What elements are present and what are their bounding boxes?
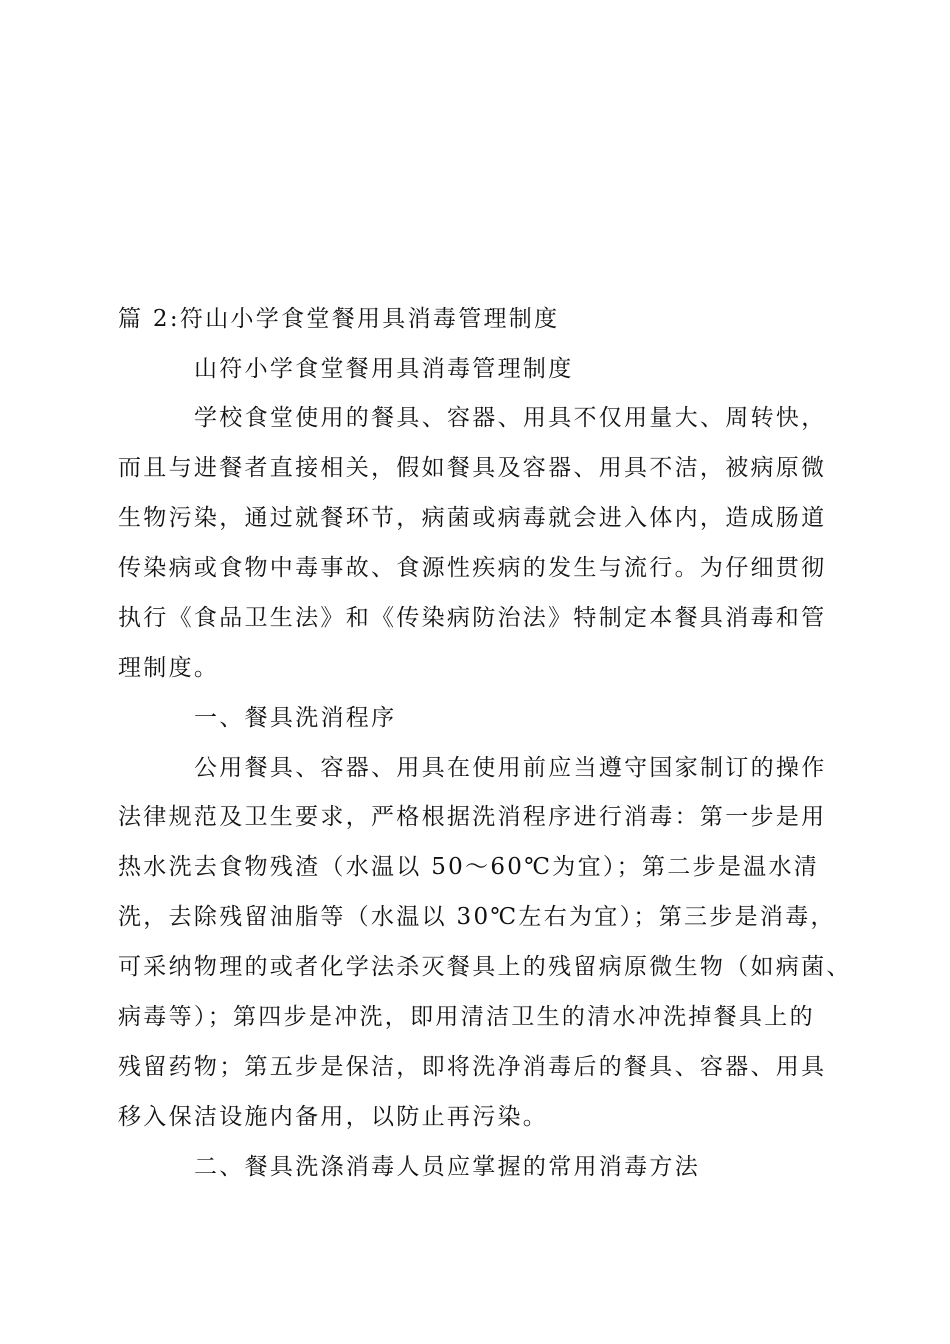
paragraph-line: 法律规范及卫生要求，严格根据洗消程序进行消毒：第一步是用: [118, 804, 827, 830]
paragraph-line: 执行《食品卫生法》和《传染病防治法》特制定本餐具消毒和管: [118, 605, 827, 631]
section-title-2: 二、餐具洗涤消毒人员应掌握的常用消毒方法: [194, 1154, 700, 1180]
paragraph-line: 可采纳物理的或者化学法杀灭餐具上的残留病原微生物（如病菌、: [118, 954, 852, 980]
paragraph-line: 理制度。: [118, 655, 220, 681]
paragraph-line: 病毒等）；第四步是冲洗，即用清洁卫生的清水冲洗掉餐具上的: [118, 1004, 815, 1030]
section-title-1: 一、餐具洗消程序: [194, 705, 397, 731]
paragraph-line: 残留药物；第五步是保洁，即将洗净消毒后的餐具、容器、用具: [118, 1054, 827, 1080]
paragraph-line: 学校食堂使用的餐具、容器、用具不仅用量大、周转快，: [194, 405, 827, 431]
paragraph-line: 而且与进餐者直接相关，假如餐具及容器、用具不洁，被病原微: [118, 455, 827, 481]
document-heading: 篇 2:符山小学食堂餐用具消毒管理制度: [118, 306, 560, 332]
document-subtitle: 山符小学食堂餐用具消毒管理制度: [194, 356, 574, 382]
paragraph-line: 公用餐具、容器、用具在使用前应当遵守国家制订的操作: [194, 755, 827, 781]
paragraph-line: 传染病或食物中毒事故、食源性疾病的发生与流行。为仔细贯彻: [118, 555, 827, 581]
paragraph-line: 移入保洁设施内备用，以防止再污染。: [118, 1104, 549, 1130]
paragraph-line: 洗，去除残留油脂等（水温以 30℃左右为宜）；第三步是消毒，: [118, 904, 836, 930]
paragraph-line: 热水洗去食物残渣（水温以 50～60℃为宜）；第二步是温水清: [118, 854, 820, 880]
paragraph-line: 生物污染，通过就餐环节，病菌或病毒就会进入体内，造成肠道: [118, 505, 827, 531]
